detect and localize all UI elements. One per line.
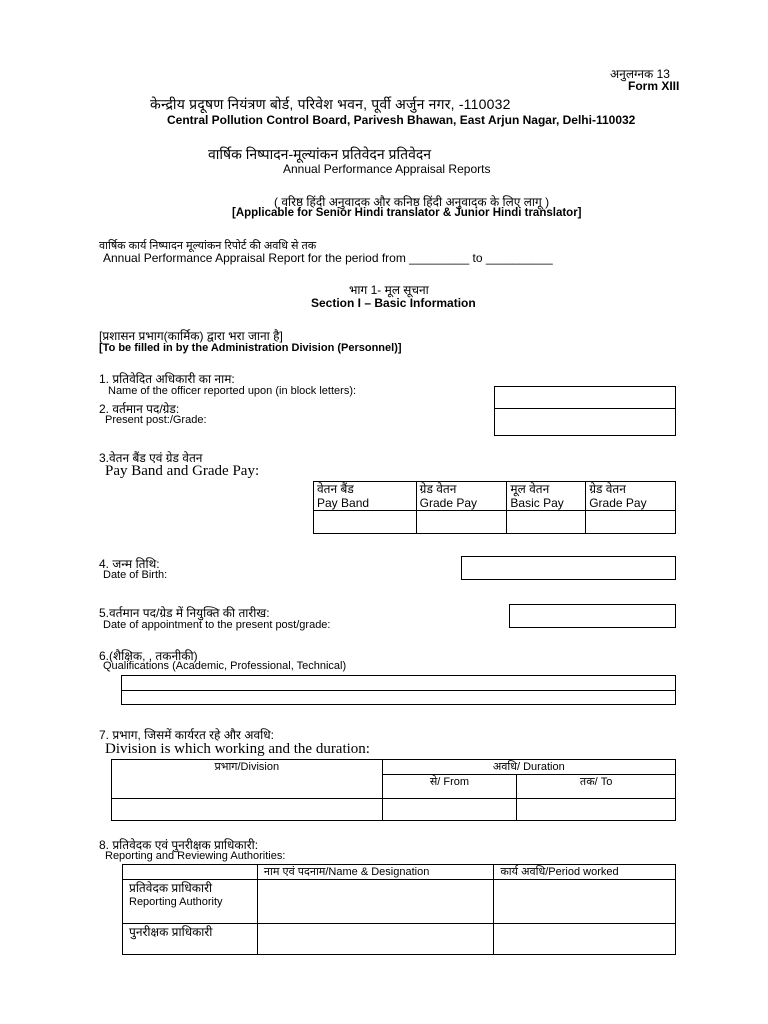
dob-input[interactable] (461, 556, 676, 580)
name-designation-header: नाम एवं पदनाम/Name & Designation (257, 865, 493, 880)
present-post-input[interactable] (494, 408, 676, 436)
form-number: Form XIII (628, 79, 680, 93)
q2-hindi: 2. वर्तमान पद/ग्रेड: (99, 402, 180, 416)
pay-band-input[interactable] (314, 511, 417, 534)
grade-pay-header (416, 482, 507, 511)
officer-name-input[interactable] (494, 386, 676, 409)
division-header: प्रभाग/Division (112, 760, 383, 799)
report-title-english: Annual Performance Appraisal Reports (283, 162, 491, 176)
reporting-authority-english: Reporting Authority (129, 896, 223, 908)
pay-band-header-hindi: वेतन बैंड (317, 482, 354, 496)
to-header: तक/ To (517, 775, 676, 799)
q5-english: Date of appointment to the present post/grade: (103, 619, 331, 631)
duration-header: अवधि/ Duration (382, 760, 675, 775)
applicable-hindi: ( वरिष्ठ हिंदी अनुवादक और कनिष्ठ हिंदी अनुवादक के लिए लागू ) (274, 195, 550, 209)
q7-english: Division is which working and the duration: (105, 741, 370, 757)
grade-pay-header-english: Grade Pay (419, 496, 478, 510)
period-hindi-text: वार्षिक कार्य निष्पादन मूल्यांकन रिपोर्ट की अवधि से तक (99, 240, 317, 252)
basic-pay-header (507, 482, 586, 511)
reviewing-authority-hindi: पुनरीक्षक प्राधिकारी (129, 925, 213, 939)
pay-table (313, 481, 676, 534)
reporting-authority-period-input[interactable] (494, 880, 676, 924)
appointment-date-input[interactable] (509, 604, 676, 628)
reviewing-authority-period-input[interactable] (494, 924, 676, 955)
grade-pay-header-2-hindi: ग्रेड वेतन (589, 482, 626, 496)
q8-hindi: 8. प्रतिवेदक एवं पुनरीक्षक प्राधिकारी: (99, 838, 259, 852)
q7-hindi: 7. प्रभाग, जिसमें कार्यरत रहे और अवधि: (99, 728, 274, 742)
q6-english: Qualifications (Academic, Professional, Technical) (103, 660, 347, 672)
q3-english: Pay Band and Grade Pay: (105, 463, 260, 479)
q1-hindi: 1. प्रतिवेदित अधिकारी का नाम: (99, 372, 235, 386)
section1-note-hindi: [प्रशासन प्रभाग(कार्मिक) द्वारा भरा जाना है] (99, 329, 283, 343)
from-input[interactable] (382, 799, 517, 821)
reporting-authority-label (123, 880, 258, 924)
applicable-english: [Applicable for Senior Hindi translator & Junior Hindi translator] (232, 207, 582, 219)
section1-title-english: Section I – Basic Information (311, 296, 476, 310)
authorities-table (122, 864, 676, 955)
pay-band-header (314, 482, 417, 511)
authorities-blank-header (123, 865, 258, 880)
basic-pay-header-english: Basic Pay (510, 496, 564, 510)
division-table (111, 759, 676, 821)
q3-hindi: 3.वेतन बैंड एवं ग्रेड वेतन (99, 451, 203, 465)
q4-english: Date of Birth: (103, 569, 168, 581)
section1-title-hindi: भाग 1- मूल सूचना (349, 283, 429, 297)
q5-hindi: 5.वर्तमान पद/ग्रेड में नियुक्ति की तारीख: (99, 606, 270, 620)
q6-hindi: 6.(शैक्षिक, , तकनीकी) (99, 649, 198, 663)
grade-pay-header-2-english: Grade Pay (589, 496, 647, 510)
basic-pay-header-hindi: मूल वेतन (510, 482, 550, 496)
period-worked-header: कार्य अवधि/Period worked (494, 865, 676, 880)
division-input[interactable] (112, 799, 383, 821)
reporting-authority-name-input[interactable] (257, 880, 493, 924)
qualifications-input-1[interactable] (121, 675, 676, 691)
org-name-hindi: केन्द्रीय प्रदूषण नियंत्रण बोर्ड, परिवेश भवन, पूर्वी अर्जुन नगर, -110032 (150, 96, 511, 112)
annex-number: 13 (656, 67, 670, 81)
reviewing-authority-label (123, 924, 258, 955)
q2-english: Present post:/Grade: (105, 414, 207, 426)
basic-pay-input[interactable] (507, 511, 586, 534)
reviewing-authority-name-input[interactable] (257, 924, 493, 955)
section1-note-english: [To be filled in by the Administration Division (Personnel)] (99, 342, 402, 354)
reporting-authority-hindi: प्रतिवेदक प्राधिकारी (129, 881, 213, 895)
grade-pay-input[interactable] (416, 511, 507, 534)
to-input[interactable] (517, 799, 676, 821)
q1-english: Name of the officer reported upon (in block letters): (108, 385, 357, 397)
q4-hindi: 4. जन्म तिथि: (99, 557, 160, 571)
period-english: Annual Performance Appraisal Report for the period from _________ to __________ (103, 251, 553, 265)
qualifications-input-2[interactable] (121, 690, 676, 705)
annex-hindi: अनुलग्नक (610, 67, 654, 81)
report-title-hindi: वार्षिक निष्पादन-मूल्यांकन प्रतिवेदन प्रतिवेदन (208, 146, 432, 162)
grade-pay-input-2[interactable] (586, 511, 676, 534)
grade-pay-header-hindi: ग्रेड वेतन (419, 482, 457, 496)
grade-pay-header-2 (586, 482, 676, 511)
org-name-english: Central Pollution Control Board, Parivesh Bhawan, East Arjun Nagar, Delhi-110032 (167, 113, 636, 127)
from-header: से/ From (382, 775, 517, 799)
pay-band-header-english: Pay Band (317, 496, 370, 510)
q8-english: Reporting and Reviewing Authorities: (105, 850, 286, 862)
